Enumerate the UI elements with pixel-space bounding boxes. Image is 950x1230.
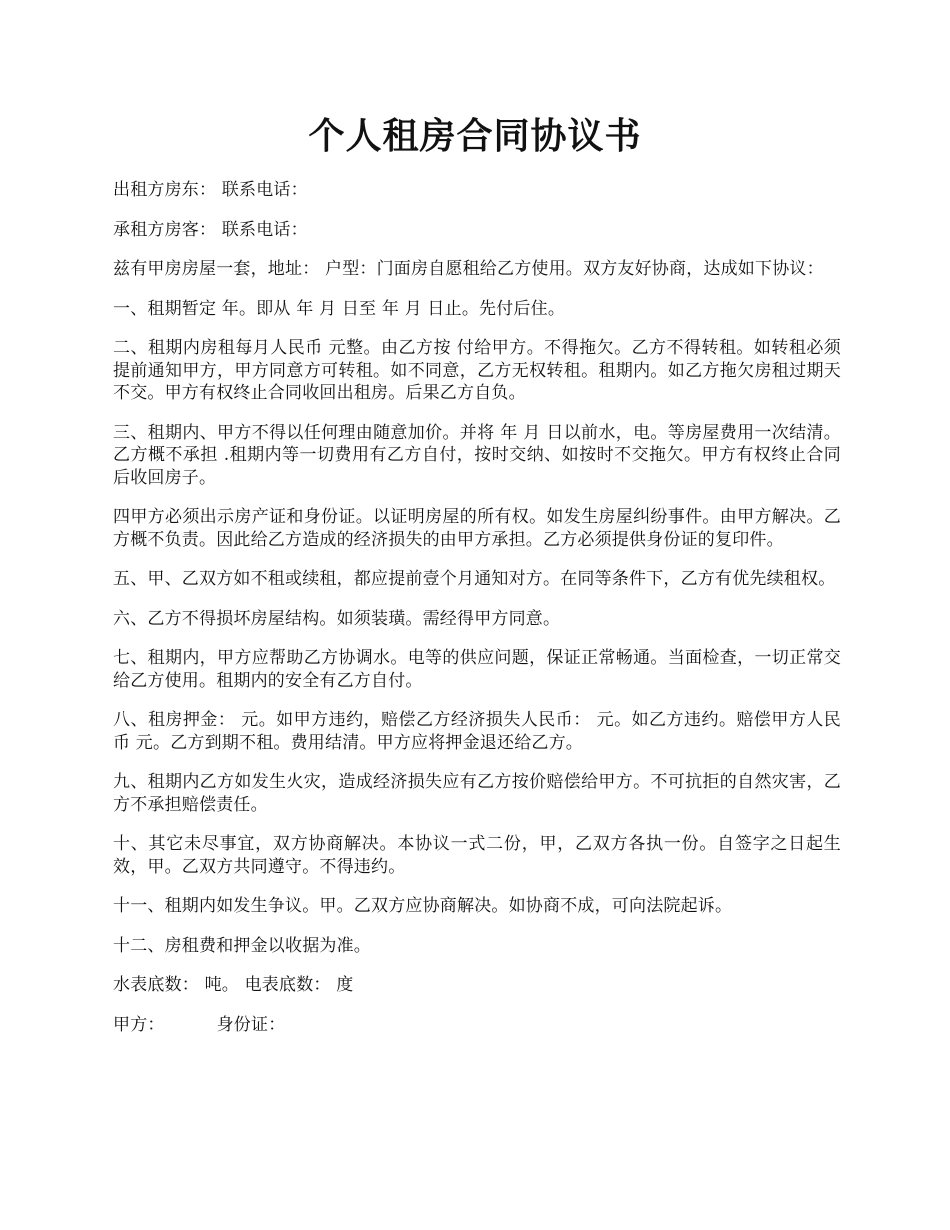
clause-3: 三、租期内、甲方不得以任何理由随意加价。并将 年 月 日以前水，电。等房屋费用一次结清。乙方概不承担 .租期内等一切费用有乙方自付，按时交纳、如按时不交拖欠。甲方有权终止合同后收回房子。 [113,422,841,488]
tenant-line: 承租方房客： 联系电话： [113,219,308,240]
clause-12: 十二、房租费和押金以收据为准。 [113,935,371,956]
landlord-line: 出租方房东： 联系电话： [113,180,308,200]
id-card-label: 身份证： [216,1014,286,1035]
clause-2: 二、租期内房租每月人民币 元整。由乙方按 付给甲方。不得拖欠。乙方不得转租。如转租必须提前通知甲方，甲方同意方可转租。如不同意，乙方无权转租。租期内。如乙方拖欠房租过期天不交。甲方有权终止合同收回出租房。后果乙方自负。 [113,338,841,403]
clause-6: 六、乙方不得损坏房屋结构。如须装璜。需经得甲方同意。 [113,608,561,629]
clause-10: 十、其它未尽事宜，双方协商解决。本协议一式二份，甲，乙双方各执一份。自签字之日起生效，甲。乙双方共同遵守。不得违约。 [113,834,841,877]
document-body [113,179,841,1053]
clause-8: 八、租房押金： 元。如甲方违约，赔偿乙方经济损失人民币： 元。如乙方违约。赔偿甲方人民币 元。乙方到期不租。费用结清。甲方应将押金退还给乙方。 [113,710,841,753]
clause-11: 十一、租期内如发生争议。甲。乙双方应协商解决。如协商不成，可向法院起诉。 [113,896,733,916]
clause-5: 五、甲、乙双方如不租或续租，都应提前壹个月通知对方。在同等条件下，乙方有优先续租权。 [113,569,836,589]
intro-paragraph: 兹有甲房房屋一套，地址： 户型：门面房自愿租给乙方使用。双方友好协商，达成如下协议： [113,259,824,279]
meter-readings: 水表底数： 吨。 电表底数： 度 [113,975,354,995]
page-title: 个人租房合同协议书 [308,115,642,157]
clause-1: 一、租期暂定 年。即从 年 月 日至 年 月 日止。先付后住。 [113,298,566,319]
party-a-label: 甲方： [113,1014,165,1035]
clause-9: 九、租期内乙方如发生火灾，造成经济损失应有乙方按价赔偿给甲方。不可抗拒的自然灾害，乙方不承担赔偿责任。 [113,772,841,815]
signature-line [113,1014,841,1037]
clause-7: 七、租期内，甲方应帮助乙方协调水。电等的供应问题，保证正常畅通。当面检查，一切正常交给乙方使用。租期内的安全有乙方自付。 [113,648,841,691]
clause-4: 四甲方必须出示房产证和身份证。以证明房屋的所有权。如发生房屋纠纷事件。由甲方解决。乙方概不负责。因此给乙方造成的经济损失的由甲方承担。乙方必须提供身份证的复印件。 [113,507,841,550]
